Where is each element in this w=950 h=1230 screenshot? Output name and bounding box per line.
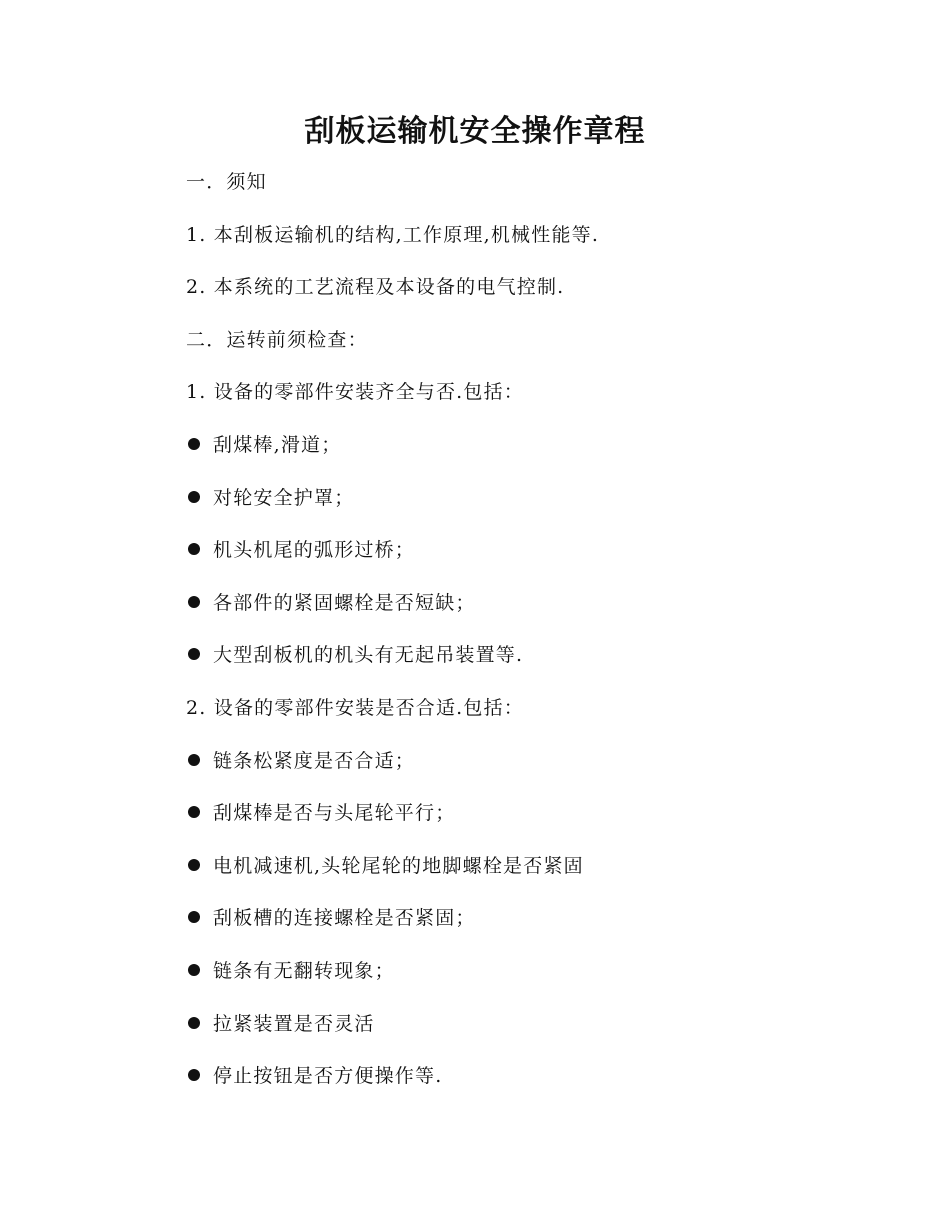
line-text: 1. 设备的零部件安装齐全与否.包括：	[186, 381, 525, 404]
line-text: 电机减速机,头轮尾轮的地脚螺栓是否紧固	[213, 854, 584, 877]
bullet-item	[186, 483, 886, 536]
line-text: 一．须知	[186, 171, 267, 193]
bullet-icon	[188, 911, 200, 923]
line-text: 2. 设备的零部件安装是否合适.包括：	[186, 696, 525, 719]
document-title: 刮板运输机安全操作章程	[304, 114, 646, 149]
bullet-icon	[188, 491, 200, 503]
numbered-item	[186, 272, 886, 325]
line-text: 大型刮板机的机头有无起吊装置等.	[213, 644, 524, 667]
section-heading	[186, 167, 886, 220]
bullet-item	[186, 640, 886, 693]
line-text: 各部件的紧固螺栓是否短缺；	[213, 591, 476, 614]
bullet-icon	[188, 1017, 200, 1029]
bullet-icon	[188, 754, 200, 766]
bullet-icon	[188, 964, 200, 976]
bullet-item	[186, 956, 886, 1009]
bullet-icon	[188, 859, 200, 871]
line-text: 链条松紧度是否合适；	[213, 749, 416, 772]
line-text: 拉紧装置是否灵活	[213, 1012, 375, 1035]
line-text: 停止按钮是否方便操作等.	[213, 1065, 443, 1088]
bullet-item	[186, 903, 886, 956]
line-text: 1. 本刮板运输机的结构,工作原理,机械性能等.	[186, 223, 600, 246]
line-text: 2. 本系统的工艺流程及本设备的电气控制.	[186, 276, 565, 299]
bullet-item	[186, 851, 886, 904]
bullet-item	[186, 535, 886, 588]
bullet-icon	[188, 806, 200, 818]
bullet-item	[186, 1009, 886, 1062]
bullet-icon	[188, 543, 200, 555]
bullet-item	[186, 1061, 886, 1114]
line-text: 链条有无翻转现象；	[213, 959, 395, 982]
bullet-icon	[188, 648, 200, 660]
line-text: 对轮安全护罩；	[213, 486, 355, 509]
bullet-item	[186, 430, 886, 483]
numbered-item	[186, 220, 886, 273]
bullet-icon	[188, 596, 200, 608]
bullet-icon	[188, 438, 200, 450]
numbered-item	[186, 693, 886, 746]
numbered-item	[186, 377, 886, 430]
bullet-icon	[188, 1069, 200, 1081]
line-text: 机头机尾的弧形过桥；	[213, 539, 416, 562]
bullet-item	[186, 798, 886, 851]
bullet-item	[186, 588, 886, 641]
document-body	[186, 167, 886, 1114]
line-text: 刮板槽的连接螺栓是否紧固；	[213, 907, 476, 930]
section-heading	[186, 325, 886, 378]
line-text: 刮煤棒,滑道；	[213, 433, 342, 456]
line-text: 二．运转前须检查：	[186, 328, 368, 351]
line-text: 刮煤棒是否与头尾轮平行；	[213, 802, 456, 825]
bullet-item	[186, 746, 886, 799]
